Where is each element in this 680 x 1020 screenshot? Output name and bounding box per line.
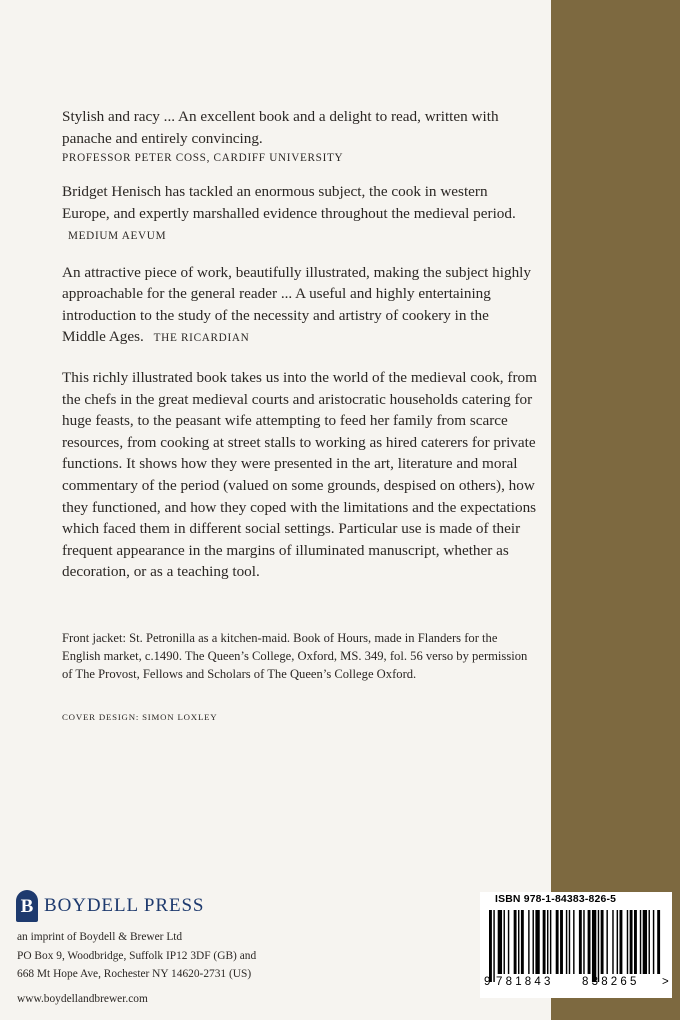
- barcode-bar: [521, 910, 524, 974]
- jacket-credit: Front jacket: St. Petronilla as a kitchen-maid. Book of Hours, made in Flanders for the English market, c.1490. The Queen’s College, Oxford, MS. 349, fol. 56 verso by permission of The Provost, Fellows and Scholars of The Queen’s College Oxford.: [62, 631, 528, 681]
- barcode-bar: [489, 910, 492, 982]
- barcode-bar: [612, 910, 613, 974]
- barcode-bar: [504, 910, 505, 974]
- barcode-bar: [649, 910, 650, 974]
- barcode-bar: [533, 910, 534, 974]
- publisher-url: www.boydellandbrewer.com: [17, 992, 148, 1005]
- barcode-bar: [543, 910, 546, 974]
- isbn-label: ISBN 978-1-84383-826-5: [495, 894, 617, 905]
- quote-text: Bridget Henisch has tackled an enormous subject, the cook in western Europe, and expertly marshalled evidence throughout the medieval period.: [62, 183, 516, 222]
- praise-quote: [62, 106, 532, 167]
- address-line: 668 Mt Hope Ave, Rochester NY 14620-2731 (US): [17, 968, 252, 980]
- barcode-bar: [556, 910, 559, 974]
- praise-quote: [62, 181, 532, 248]
- quote-attribution: MEDIUM AEVUM: [68, 230, 167, 242]
- barcode-bar: [643, 910, 647, 974]
- barcode-bar: [592, 910, 596, 982]
- barcode-bar: [630, 910, 633, 974]
- quote-attribution: THE RICARDIAN: [153, 332, 250, 344]
- isbn-barcode: [480, 892, 672, 998]
- praise-section: [62, 106, 532, 364]
- publisher-address: [16, 928, 336, 984]
- address-line: an imprint of Boydell & Brewer Ltd: [17, 931, 183, 943]
- cover-design-credit: COVER DESIGN: SIMON LOXLEY: [62, 712, 218, 722]
- barcode-bar: [569, 910, 570, 974]
- barcode-bar: [498, 910, 502, 974]
- barcode-bar: [579, 910, 582, 974]
- barcode-bar: [535, 910, 539, 974]
- barcode-bar: [583, 910, 584, 974]
- barcode-bar: [601, 910, 604, 974]
- barcode-bar: [518, 910, 519, 974]
- ean-digits: [484, 976, 670, 988]
- ean-first-digit: 9: [484, 976, 491, 988]
- barcode-bar: [617, 910, 618, 974]
- barcode-bars: [487, 910, 665, 982]
- barcode-bar: [657, 910, 660, 974]
- publisher-header: [16, 890, 336, 922]
- barcode-bar: [493, 910, 494, 982]
- ean-arrow: >: [662, 976, 669, 988]
- quote-text: An attractive piece of work, beautifully illustrated, making the subject highly approachable for the general reader ... A useful and highly entertaining introduction to the study of the necessity and artistry of cookery in the Middle Ages.: [62, 263, 531, 345]
- barcode-bar: [550, 910, 551, 974]
- ean-right-group: 838265: [582, 976, 640, 988]
- barcode-bar: [508, 910, 509, 974]
- barcode-bar: [528, 910, 529, 974]
- address-line: PO Box 9, Woodbridge, Suffolk IP12 3DF (GB) and: [17, 949, 257, 962]
- barcode-bar: [588, 910, 591, 974]
- book-description: This richly illustrated book takes us into the world of the medieval cook, from the chefs in the great medieval courts and aristocratic households catering for huge feasts, to the peasant wife attempting to feed her family from scarce resources, from cooking at street stalls to working as hired caterers for private functions. It shows how they were presented in the art, literature and moral commentary of the period (valued on some grounds, despised on others), how they functioned, and how they coped with the limitations and the expectations which faced them in different social settings. Particular use is made of their frequent appearance in the margins of illuminated manuscript, whether as decoration, or as a teaching tool.: [62, 369, 537, 581]
- barcode-bar: [627, 910, 628, 974]
- barcode-bar: [620, 910, 623, 974]
- publisher-block: [16, 890, 336, 1005]
- publisher-logo-icon: [16, 890, 38, 922]
- ean-left-group: 781843: [496, 976, 554, 988]
- barcode-bar: [653, 910, 654, 974]
- quote-attribution: PROFESSOR PETER COSS, CARDIFF UNIVERSITY: [62, 152, 344, 164]
- quote-text: Stylish and racy ... An excellent book and a delight to read, written with panache and entirely convincing.: [62, 108, 499, 147]
- barcode-bar: [598, 910, 599, 982]
- barcode-bar: [640, 910, 641, 974]
- praise-quote: [62, 262, 532, 350]
- barcode-bar: [606, 910, 607, 974]
- spine-color-band: [551, 0, 680, 1020]
- barcode-bar: [547, 910, 548, 974]
- logo-letter: B: [20, 895, 34, 917]
- barcode-bar: [560, 910, 563, 974]
- publisher-name: BOYDELL PRESS: [44, 895, 205, 916]
- barcode-bar: [573, 910, 574, 974]
- barcode-bar: [634, 910, 637, 974]
- barcode-bar: [566, 910, 567, 974]
- barcode-bar: [514, 910, 517, 974]
